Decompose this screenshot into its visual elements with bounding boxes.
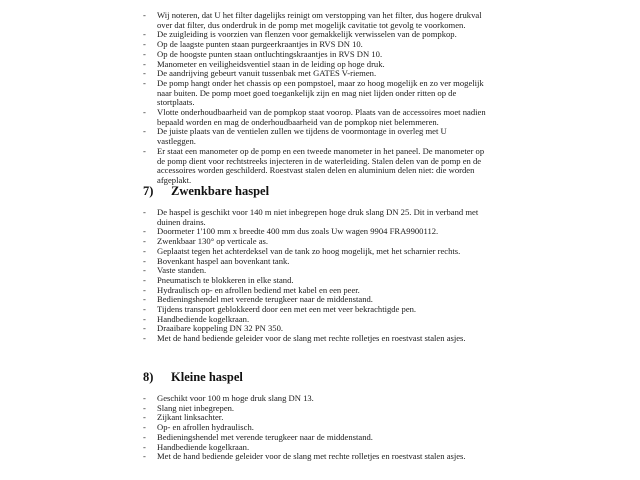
list-item: - Tijdens transport geblokkeerd door een met een met veer bekrachtigde pen. bbox=[143, 304, 417, 315]
list-item: - Pneumatisch te blokkeren in elke stand. bbox=[143, 274, 294, 285]
bullet-dash: - bbox=[143, 29, 146, 40]
list-item: - Doormeter 1'100 mm x breedte 400 mm dus zoals Uw wagen 9904 FRA9900112. bbox=[143, 226, 439, 237]
list-item: - Op- en afrollen hydraulisch. bbox=[143, 422, 254, 433]
section-heading-kleine-haspel bbox=[143, 370, 243, 384]
list-item: - Op de laagste punten staan purgeerkraantjes in RVS DN 10. bbox=[143, 39, 363, 50]
bullet-dash: - bbox=[143, 323, 146, 334]
list-item: - De haspel is geschikt voor 140 m niet inbegrepen hoge druk slang DN 25. Dit in verband met duinen drains. bbox=[143, 207, 479, 227]
bullet-dash: - bbox=[143, 10, 146, 20]
list-item: - Er staat een manometer op de pomp en een tweede manometer in het paneel. De manometer op de pomp dient voor rechtstreeks injecteren in de waterleiding. Stalen delen van de pomp en de accessoires worden geschilderd. Roestvast stalen delen en aluminium delen niet: die worden afgeplakt. bbox=[143, 145, 485, 185]
list-item: - Zwenkbaar 130° op verticale as. bbox=[143, 236, 269, 247]
bullet-dash: - bbox=[143, 284, 146, 295]
bullet-dash: - bbox=[143, 207, 146, 217]
list-item: - Handbediende kogelkraan. bbox=[143, 313, 250, 324]
bullet-dash: - bbox=[143, 422, 146, 433]
bullet-dash: - bbox=[143, 431, 146, 442]
list-item: - Handbediende kogelkraan. bbox=[143, 441, 250, 452]
list-item: - Draaibare koppeling DN 32 PN 350. bbox=[143, 323, 284, 334]
bullet-dash: - bbox=[143, 412, 146, 423]
list-item: - Bedieningshendel met verende terugkeer naar de middenstand. bbox=[143, 294, 373, 305]
bullet-dash: - bbox=[143, 58, 146, 69]
list-item: - Zijkant linksachter. bbox=[143, 412, 224, 423]
bullet-dash: - bbox=[143, 145, 146, 156]
list-item: - De pomp hangt onder het chassis op een pompstoel, maar zo hoog mogelijk en zo ver mogelijk naar buiten. De pomp moet goed toegankelijk zijn en mag niet lijden onder ritten op de stortplaats. bbox=[143, 77, 484, 108]
list-item: - De aandrijving gebeurt vanuit tussenbak met GATES V-riemen. bbox=[143, 68, 377, 79]
bullet-dash: - bbox=[143, 126, 146, 137]
bullet-dash: - bbox=[143, 441, 146, 452]
section-number: 8) bbox=[143, 370, 154, 384]
bullet-dash: - bbox=[143, 255, 146, 266]
bullet-dash: - bbox=[143, 39, 146, 50]
section-number: 7) bbox=[143, 184, 154, 198]
bullet-dash: - bbox=[143, 265, 146, 276]
bullet-dash: - bbox=[143, 393, 146, 403]
list-item: - Hydraulisch op- en afrollen bediend met kabel en een peer. bbox=[143, 284, 360, 295]
list-item: - Wij noteren, dat U het filter dagelijks reinigt om verstopping van het filter, dus hogere drukval over dat filter, dus onderdruk in de pomp met mogelijk cavitatie tot gevolg te voorkomen. bbox=[143, 10, 482, 30]
zwenkbare-haspel-list bbox=[0, 208, 640, 344]
list-item: - Met de hand bediende geleider voor de slang met rechte rolletjes en roestvast stalen asjes. bbox=[143, 451, 466, 462]
bullet-dash: - bbox=[143, 274, 146, 285]
list-item: - Geschikt voor 100 m hoge druk slang DN 13. bbox=[143, 393, 314, 403]
requirements-list bbox=[0, 11, 640, 186]
section-title: Zwenkbare haspel bbox=[171, 184, 270, 198]
list-item: - Vlotte onderhoudbaarheid van de pompkop staat voorop. Plaats van de accessoires moet nadien bepaald worden en mag de onderhoudbaarheid van de pompkop niet belemmeren. bbox=[143, 107, 486, 127]
bullet-dash: - bbox=[143, 304, 146, 315]
bullet-dash: - bbox=[143, 313, 146, 324]
list-item: - Manometer en veiligheidsventiel staan in de leiding op hoge druk. bbox=[143, 58, 385, 69]
list-item: - Op de hoogste punten staan ontluchtingskraantjes in RVS DN 10. bbox=[143, 48, 383, 59]
bullet-dash: - bbox=[143, 236, 146, 247]
list-item: - De juiste plaats van de ventielen zullen we tijdens de voormontage in overleg met U vastleggen. bbox=[143, 126, 447, 147]
bullet-dash: - bbox=[143, 451, 146, 462]
list-item: - Bedieningshendel met verende terugkeer naar de middenstand. bbox=[143, 431, 373, 442]
bullet-dash: - bbox=[143, 77, 146, 88]
list-item: - Met de hand bediende geleider voor de slang met rechte rolletjes en roestvast stalen asjes. bbox=[143, 333, 466, 344]
bullet-dash: - bbox=[143, 402, 146, 413]
bullet-dash: - bbox=[143, 333, 146, 344]
bullet-dash: - bbox=[143, 68, 146, 79]
bullet-dash: - bbox=[143, 226, 146, 237]
list-item: - Vaste standen. bbox=[143, 265, 207, 276]
list-item: - Slang niet inbegrepen. bbox=[143, 402, 235, 413]
bullet-dash: - bbox=[143, 245, 146, 256]
list-item: - Geplaatst tegen het achterdeksel van de tank zo hoog mogelijk, met het scharnier rechts. bbox=[143, 245, 461, 256]
list-item: - De zuigleiding is voorzien van flenzen voor gemakkelijk verwisselen van de pompkop. bbox=[143, 29, 457, 40]
section-heading-zwenkbare-haspel bbox=[143, 184, 269, 198]
bullet-dash: - bbox=[143, 294, 146, 305]
kleine-haspel-list bbox=[0, 394, 640, 462]
bullet-dash: - bbox=[143, 107, 146, 118]
section-title: Kleine haspel bbox=[171, 370, 243, 384]
list-item: - Bovenkant haspel aan bovenkant tank. bbox=[143, 255, 290, 266]
bullet-dash: - bbox=[143, 48, 146, 59]
